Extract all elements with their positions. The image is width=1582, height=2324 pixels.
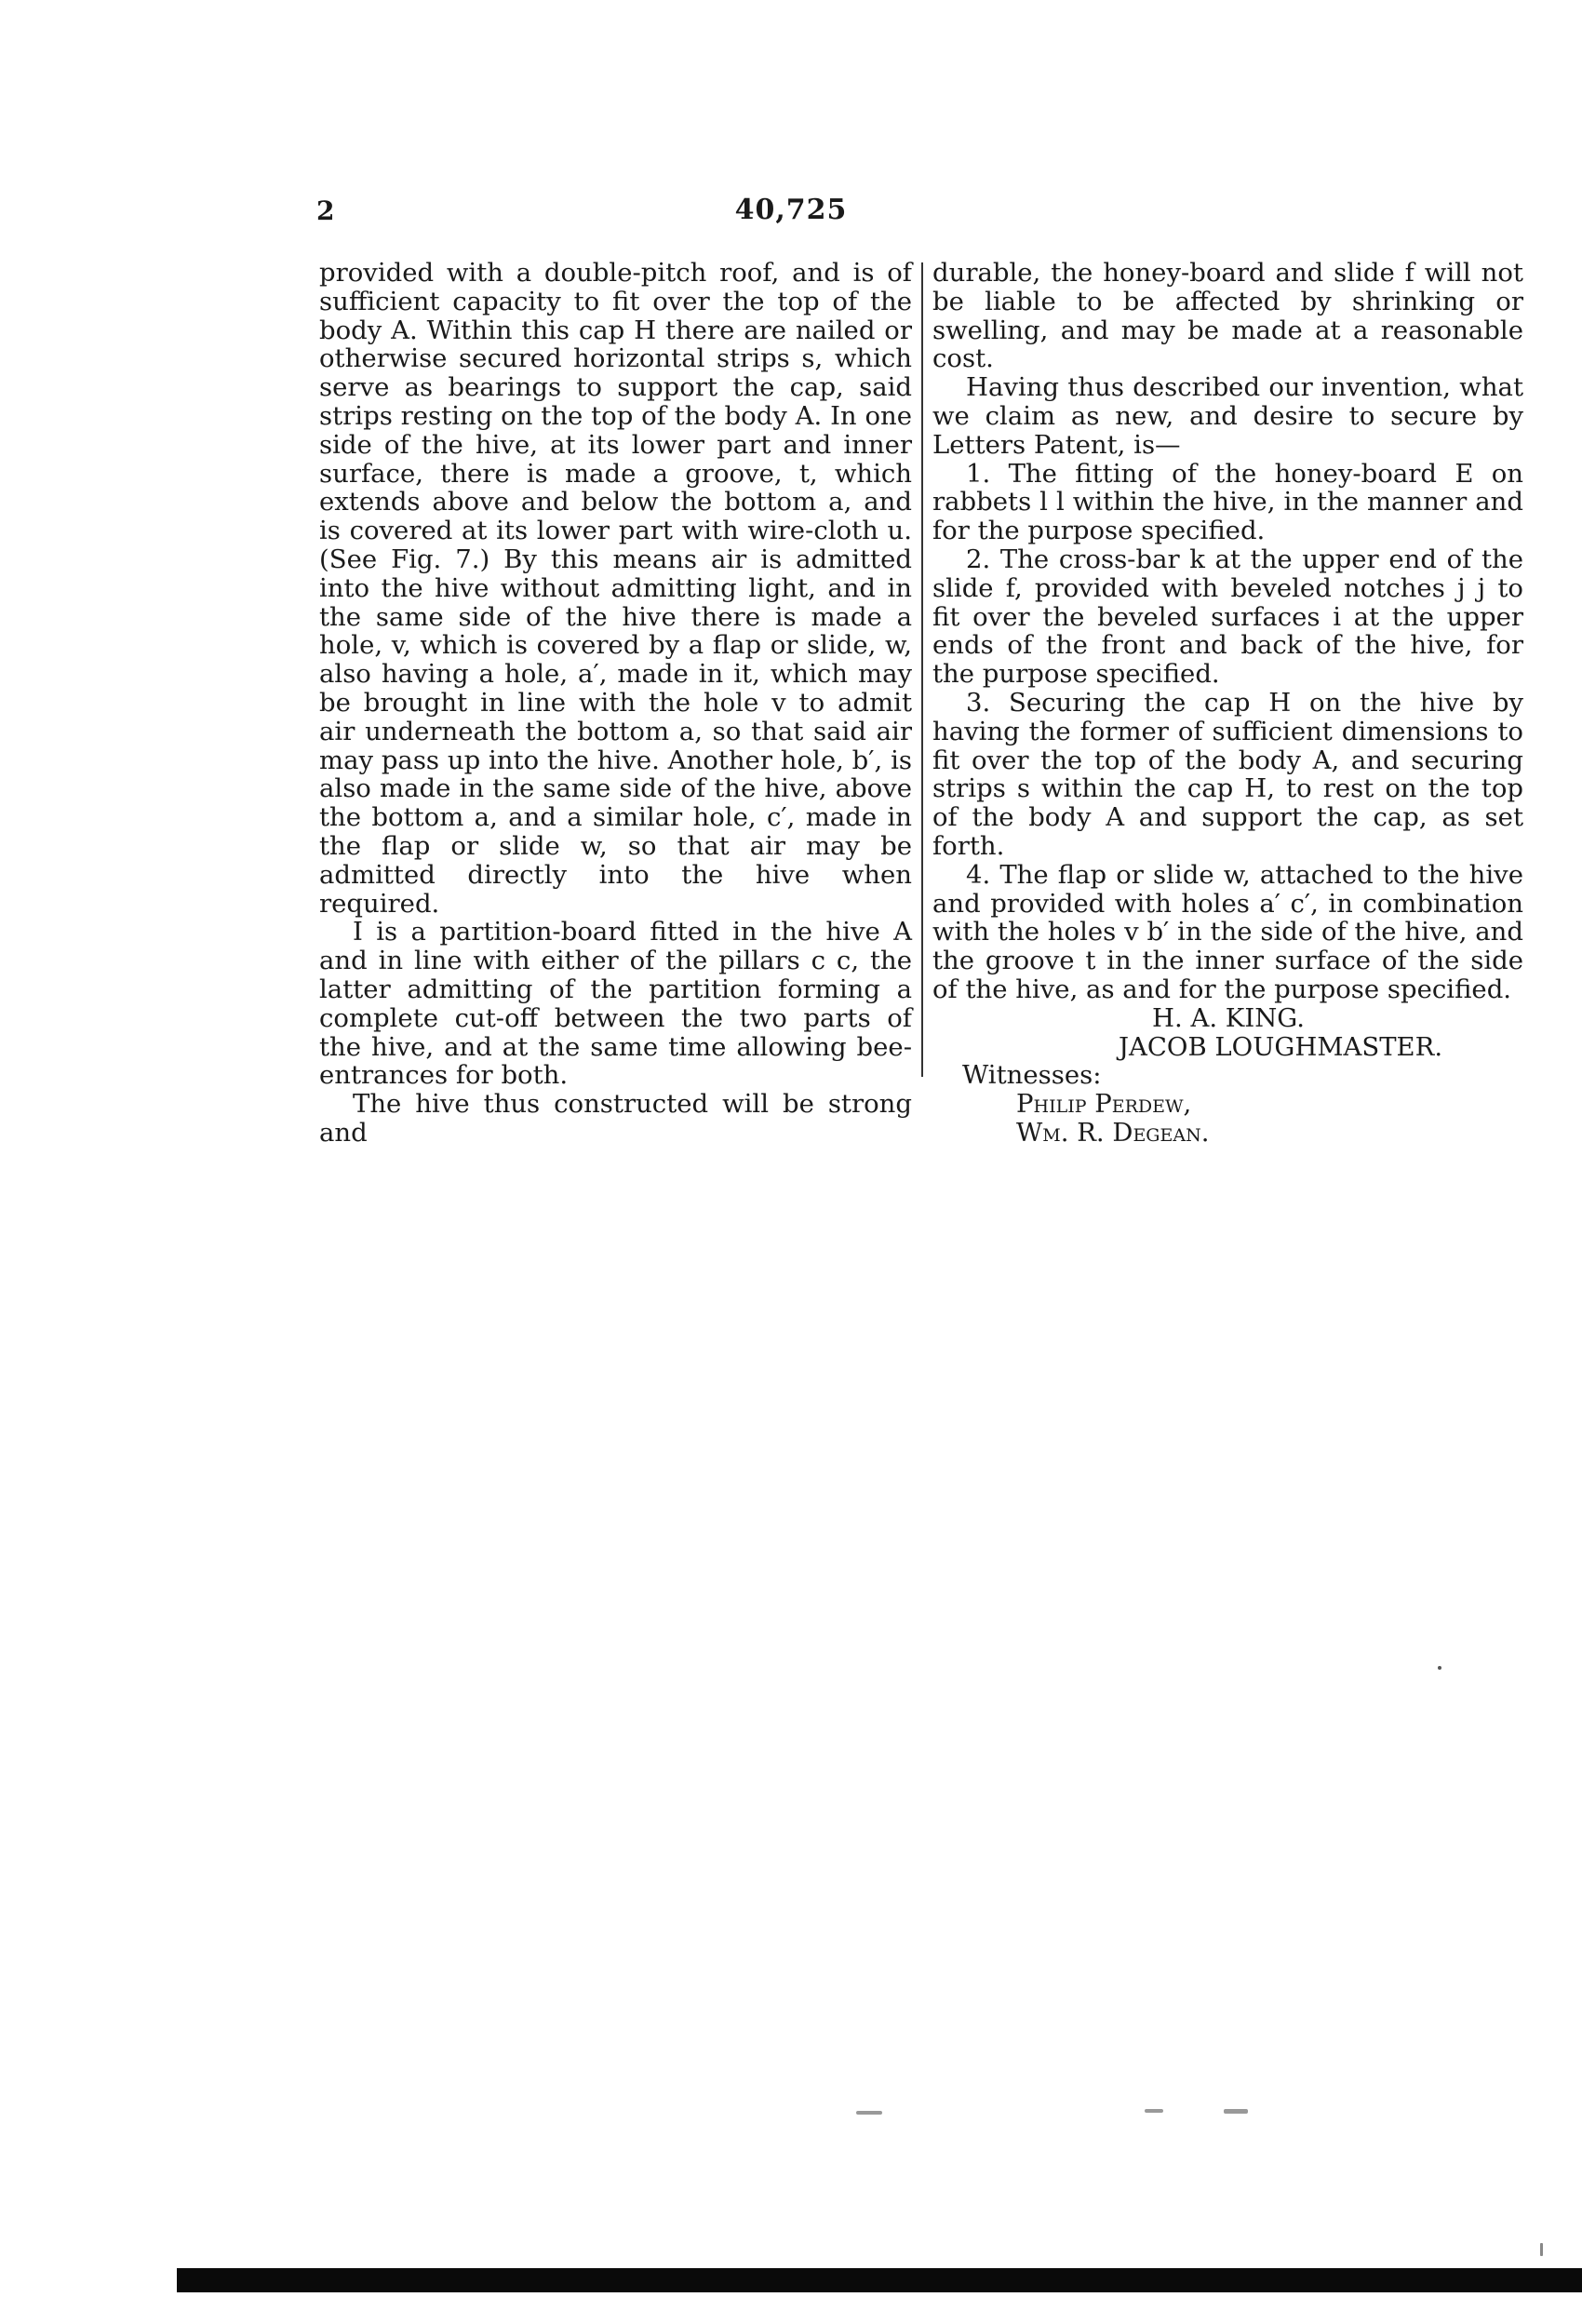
right-continuation: durable, the honey-board and slide f will not be liable to be affected by shrinking or swelling, and may be made at a reasonable cost. — [932, 258, 1523, 374]
scan-speck — [1438, 1666, 1441, 1670]
claim-2: 2. The cross-bar k at the upper end of the slide f, provided with beveled notches j j to fit over the beveled surfaces i at the upper ends of the front and back of the hive, for the purpose specified. — [932, 544, 1523, 690]
signature-loughmaster: JACOB LOUGHMASTER. — [1119, 1031, 1443, 1062]
left-paragraph-3: The hive thus constructed will be strong and — [319, 1089, 912, 1148]
witnesses-label: Witnesses: — [962, 1060, 1102, 1091]
right-column — [932, 259, 1523, 1148]
page-number: 2 — [316, 195, 335, 226]
claim-1: 1. The fitting of the honey-board E on rabbets l l within the hive, in the manner and for the purpose specified. — [932, 458, 1523, 546]
claims-intro: Having thus described our invention, what we claim as new, and desire to secure by Letters Patent, is— — [932, 372, 1523, 460]
left-column — [319, 259, 912, 1148]
scan-speck — [1540, 2243, 1543, 2256]
patent-number: 40,725 — [734, 194, 848, 226]
signature-king: H. A. KING. — [1152, 1002, 1306, 1033]
witness-degean: Wm. R. Degean. — [1016, 1117, 1210, 1148]
column-divider — [921, 262, 923, 1077]
scan-speck — [1224, 2109, 1248, 2114]
scan-bottom-bar — [177, 2268, 1582, 2292]
scan-speck — [856, 2111, 882, 2115]
witness-perdew: Philip Perdew, — [1016, 1089, 1192, 1120]
claim-4: 4. The flap or slide w, attached to the hive and provided with holes a′ c′, in combination with the holes v b′ in the side of the hive, and the groove t in the inner surface of the side of the hive, as and for the purpose specified. — [932, 859, 1523, 1004]
scan-speck — [1145, 2109, 1163, 2113]
left-paragraph-1: provided with a double-pitch roof, and is of sufficient capacity to fit over the top of the body A. Within this cap H there are nailed or otherwise secured horizontal strips s, which serve as bearings to support the cap, said strips resting on the top of the body A. In one side of the hive, at its lower part and inner surface, there is made a groove, t, which extends above and below the bottom a, and is covered at its lower part with wire-cloth u. (See Fig. 7.) By this means air is admitted into the hive without admitting light, and in the same side of the hive there is made a hole, v, which is covered by a flap or slide, w, also having a hole, a′, made in it, which may be brought in line with the hole v to admit air underneath the bottom a, so that said air may pass up into the hive. Another hole, b′, is also made in the same side of the hive, above the bottom a, and a similar hole, c′, made in the flap or slide w, so that air may be admitted directly into the hive when required. — [319, 258, 912, 919]
left-paragraph-2: I is a partition-board fitted in the hive A and in line with either of the pillars c c, the latter admitting of the partition forming a complete cut-off between the two parts of the hive, and at the same time allowing bee-entrances for both. — [319, 917, 912, 1091]
claim-3: 3. Securing the cap H on the hive by having the former of sufficient dimensions to fit over the top of the body A, and securing strips s within the cap H, to rest on the top of the body A and support the cap, as set forth. — [932, 687, 1523, 861]
